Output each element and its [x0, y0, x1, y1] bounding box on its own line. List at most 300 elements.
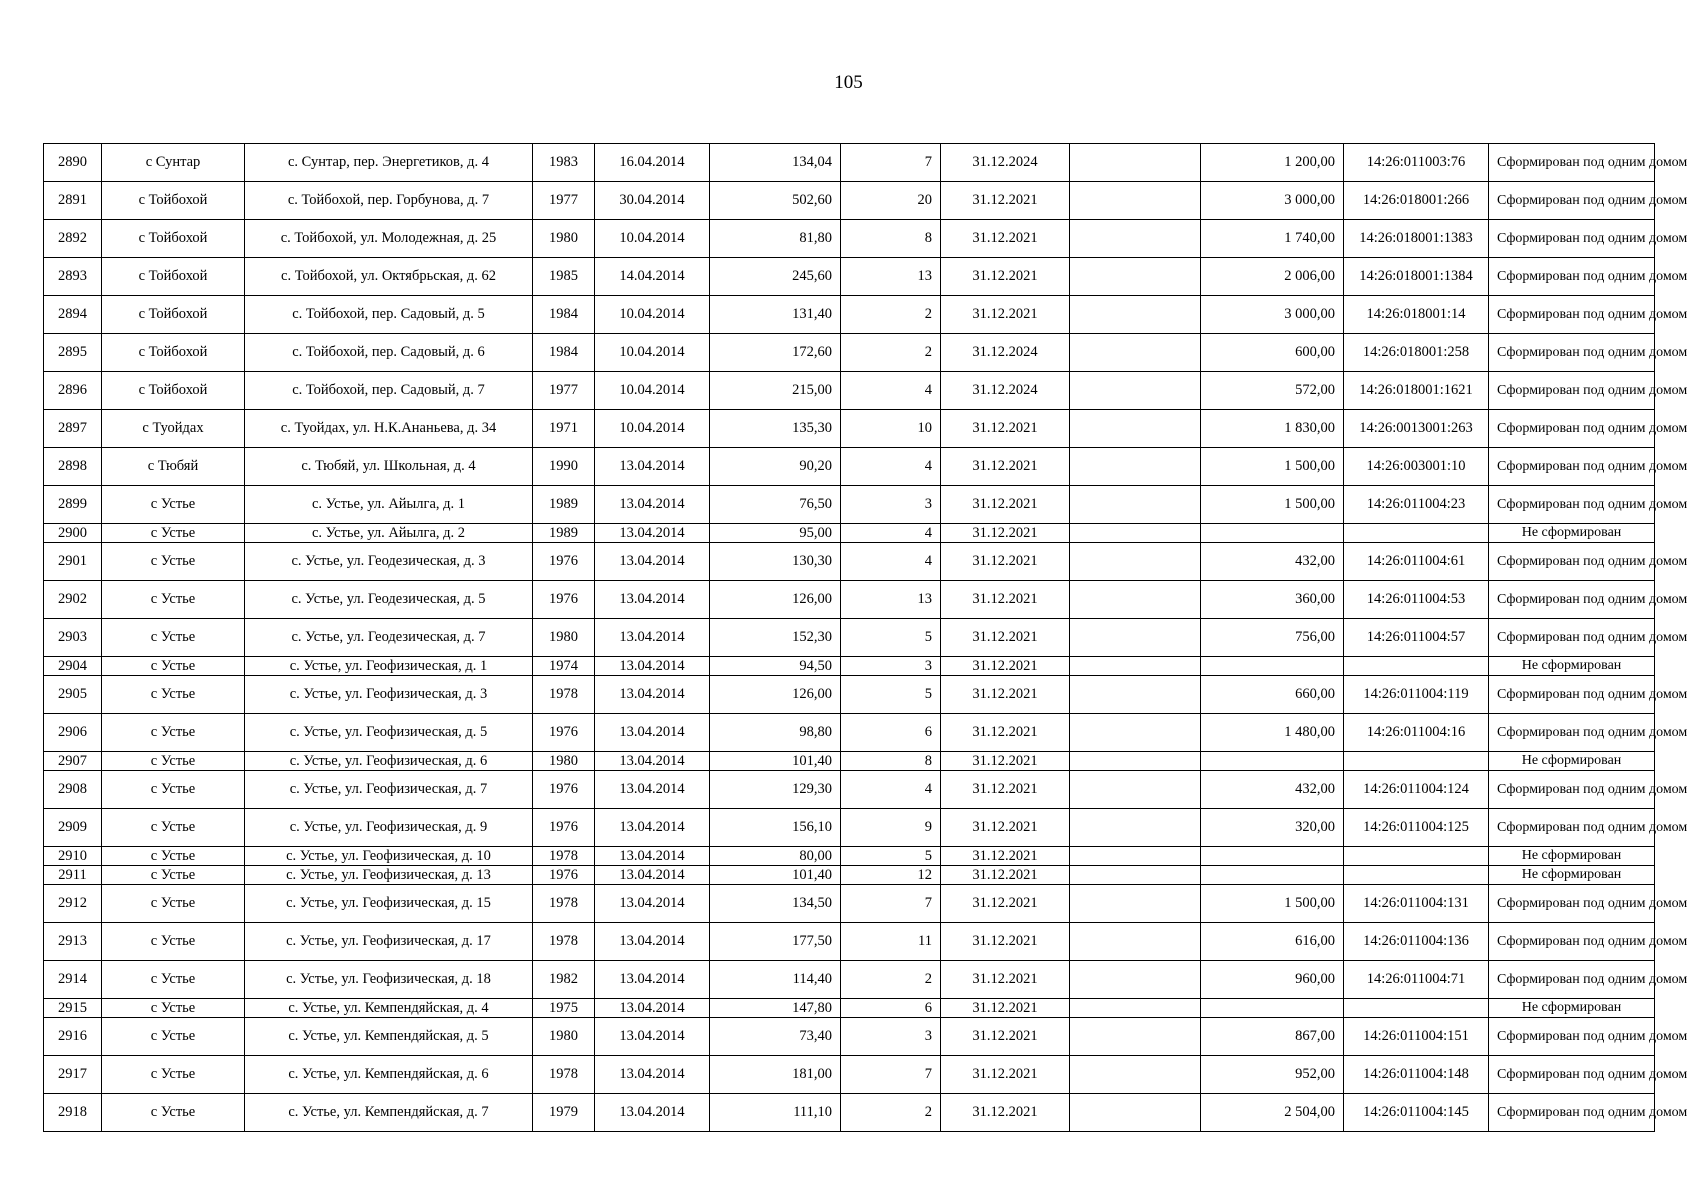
settlement-cell: с Устье	[102, 961, 245, 999]
cadastral-number-cell	[1344, 999, 1489, 1018]
land-area-cell: 432,00	[1201, 543, 1344, 581]
address-cell: с. Устье, ул. Геофизическая, д. 10	[245, 847, 533, 866]
date-cell: 13.04.2014	[595, 524, 710, 543]
empty-cell	[1070, 258, 1201, 296]
table-row	[44, 220, 1655, 258]
empty-cell	[1070, 809, 1201, 847]
row-number-cell: 2912	[44, 885, 102, 923]
empty-cell	[1070, 296, 1201, 334]
count-cell: 6	[841, 999, 941, 1018]
settlement-cell: с Тойбохой	[102, 296, 245, 334]
area-cell: 101,40	[710, 866, 841, 885]
count-cell: 8	[841, 220, 941, 258]
count-cell: 4	[841, 448, 941, 486]
count-cell: 2	[841, 1094, 941, 1132]
settlement-cell: с Устье	[102, 524, 245, 543]
date-cell: 13.04.2014	[595, 752, 710, 771]
settlement-cell: с Тойбохой	[102, 258, 245, 296]
table-row	[44, 676, 1655, 714]
empty-cell	[1070, 885, 1201, 923]
count-cell: 10	[841, 410, 941, 448]
table-row	[44, 296, 1655, 334]
deadline-cell: 31.12.2024	[941, 144, 1070, 182]
deadline-cell: 31.12.2021	[941, 676, 1070, 714]
deadline-cell: 31.12.2021	[941, 619, 1070, 657]
year-cell: 1984	[533, 334, 595, 372]
row-number-cell: 2913	[44, 923, 102, 961]
empty-cell	[1070, 676, 1201, 714]
deadline-cell: 31.12.2021	[941, 1018, 1070, 1056]
table-row	[44, 619, 1655, 657]
address-cell: с. Тойбохой, ул. Молодежная, д. 25	[245, 220, 533, 258]
land-status-cell: Сформирован под одним домом	[1489, 581, 1655, 619]
cadastral-number-cell	[1344, 657, 1489, 676]
area-cell: 81,80	[710, 220, 841, 258]
deadline-cell: 31.12.2021	[941, 220, 1070, 258]
land-area-cell: 360,00	[1201, 581, 1344, 619]
date-cell: 13.04.2014	[595, 1056, 710, 1094]
settlement-cell: с Тойбохой	[102, 220, 245, 258]
count-cell: 5	[841, 847, 941, 866]
date-cell: 13.04.2014	[595, 885, 710, 923]
cadastral-number-cell	[1344, 524, 1489, 543]
count-cell: 2	[841, 961, 941, 999]
address-cell: с. Туойдах, ул. Н.К.Ананьева, д. 34	[245, 410, 533, 448]
settlement-cell: с Устье	[102, 999, 245, 1018]
empty-cell	[1070, 410, 1201, 448]
deadline-cell: 31.12.2021	[941, 410, 1070, 448]
table-row	[44, 372, 1655, 410]
row-number-cell: 2905	[44, 676, 102, 714]
area-cell: 147,80	[710, 999, 841, 1018]
count-cell: 9	[841, 809, 941, 847]
count-cell: 3	[841, 657, 941, 676]
empty-cell	[1070, 144, 1201, 182]
land-area-cell: 572,00	[1201, 372, 1344, 410]
address-cell: с. Устье, ул. Геофизическая, д. 1	[245, 657, 533, 676]
date-cell: 13.04.2014	[595, 619, 710, 657]
count-cell: 13	[841, 581, 941, 619]
land-area-cell: 3 000,00	[1201, 182, 1344, 220]
land-area-cell	[1201, 524, 1344, 543]
address-cell: с. Устье, ул. Геофизическая, д. 5	[245, 714, 533, 752]
row-number-cell: 2914	[44, 961, 102, 999]
count-cell: 5	[841, 619, 941, 657]
deadline-cell: 31.12.2024	[941, 334, 1070, 372]
land-status-cell: Сформирован под одним домом	[1489, 1094, 1655, 1132]
date-cell: 13.04.2014	[595, 961, 710, 999]
table-row	[44, 961, 1655, 999]
land-status-cell: Сформирован под одним домом	[1489, 258, 1655, 296]
row-number-cell: 2916	[44, 1018, 102, 1056]
table-row	[44, 847, 1655, 866]
address-cell: с. Устье, ул. Кемпендяйская, д. 5	[245, 1018, 533, 1056]
cadastral-number-cell: 14:26:018001:1621	[1344, 372, 1489, 410]
row-number-cell: 2897	[44, 410, 102, 448]
land-area-cell: 320,00	[1201, 809, 1344, 847]
table-row	[44, 809, 1655, 847]
page-number: 105	[834, 72, 863, 93]
land-area-cell: 1 740,00	[1201, 220, 1344, 258]
cadastral-number-cell: 14:26:0013001:263	[1344, 410, 1489, 448]
land-status-cell: Сформирован под одним домом	[1489, 486, 1655, 524]
address-cell: с. Устье, ул. Геофизическая, д. 15	[245, 885, 533, 923]
deadline-cell: 31.12.2021	[941, 448, 1070, 486]
land-area-cell	[1201, 752, 1344, 771]
year-cell: 1980	[533, 220, 595, 258]
table-row	[44, 752, 1655, 771]
cadastral-number-cell: 14:26:011004:23	[1344, 486, 1489, 524]
year-cell: 1989	[533, 486, 595, 524]
deadline-cell: 31.12.2021	[941, 752, 1070, 771]
year-cell: 1976	[533, 714, 595, 752]
date-cell: 13.04.2014	[595, 809, 710, 847]
address-cell: с. Устье, ул. Айылга, д. 2	[245, 524, 533, 543]
count-cell: 3	[841, 1018, 941, 1056]
land-status-cell: Сформирован под одним домом	[1489, 448, 1655, 486]
row-number-cell: 2904	[44, 657, 102, 676]
address-cell: с. Устье, ул. Геофизическая, д. 3	[245, 676, 533, 714]
year-cell: 1984	[533, 296, 595, 334]
empty-cell	[1070, 1018, 1201, 1056]
land-status-cell: Не сформирован	[1489, 999, 1655, 1018]
deadline-cell: 31.12.2021	[941, 847, 1070, 866]
table-row	[44, 1018, 1655, 1056]
year-cell: 1985	[533, 258, 595, 296]
date-cell: 10.04.2014	[595, 410, 710, 448]
land-area-cell: 1 830,00	[1201, 410, 1344, 448]
count-cell: 7	[841, 1056, 941, 1094]
cadastral-number-cell: 14:26:011004:136	[1344, 923, 1489, 961]
cadastral-number-cell: 14:26:011004:131	[1344, 885, 1489, 923]
land-status-cell: Сформирован под одним домом	[1489, 1056, 1655, 1094]
empty-cell	[1070, 543, 1201, 581]
empty-cell	[1070, 847, 1201, 866]
settlement-cell: с Сунтар	[102, 144, 245, 182]
table-row	[44, 866, 1655, 885]
count-cell: 2	[841, 334, 941, 372]
land-area-cell: 1 200,00	[1201, 144, 1344, 182]
empty-cell	[1070, 334, 1201, 372]
cadastral-number-cell: 14:26:018001:266	[1344, 182, 1489, 220]
empty-cell	[1070, 752, 1201, 771]
land-status-cell: Сформирован под одним домом	[1489, 619, 1655, 657]
land-area-cell: 1 500,00	[1201, 448, 1344, 486]
address-cell: с. Устье, ул. Геофизическая, д. 13	[245, 866, 533, 885]
year-cell: 1978	[533, 676, 595, 714]
cadastral-number-cell	[1344, 847, 1489, 866]
settlement-cell: с Устье	[102, 543, 245, 581]
count-cell: 20	[841, 182, 941, 220]
row-number-cell: 2901	[44, 543, 102, 581]
date-cell: 13.04.2014	[595, 771, 710, 809]
land-area-cell: 660,00	[1201, 676, 1344, 714]
area-cell: 101,40	[710, 752, 841, 771]
cadastral-number-cell: 14:26:011004:125	[1344, 809, 1489, 847]
deadline-cell: 31.12.2021	[941, 714, 1070, 752]
empty-cell	[1070, 657, 1201, 676]
row-number-cell: 2892	[44, 220, 102, 258]
settlement-cell: с Устье	[102, 1018, 245, 1056]
land-area-cell: 600,00	[1201, 334, 1344, 372]
table-row	[44, 581, 1655, 619]
year-cell: 1977	[533, 372, 595, 410]
area-cell: 152,30	[710, 619, 841, 657]
date-cell: 13.04.2014	[595, 581, 710, 619]
table-row	[44, 657, 1655, 676]
empty-cell	[1070, 1094, 1201, 1132]
land-status-cell: Сформирован под одним домом	[1489, 220, 1655, 258]
row-number-cell: 2906	[44, 714, 102, 752]
cadastral-number-cell: 14:26:011004:145	[1344, 1094, 1489, 1132]
address-cell: с. Устье, ул. Геофизическая, д. 18	[245, 961, 533, 999]
settlement-cell: с Тюбяй	[102, 448, 245, 486]
cadastral-number-cell: 14:26:003001:10	[1344, 448, 1489, 486]
area-cell: 130,30	[710, 543, 841, 581]
area-cell: 502,60	[710, 182, 841, 220]
settlement-cell: с Туойдах	[102, 410, 245, 448]
deadline-cell: 31.12.2021	[941, 296, 1070, 334]
settlement-cell: с Устье	[102, 809, 245, 847]
row-number-cell: 2910	[44, 847, 102, 866]
table-row	[44, 258, 1655, 296]
count-cell: 8	[841, 752, 941, 771]
count-cell: 6	[841, 714, 941, 752]
settlement-cell: с Устье	[102, 752, 245, 771]
empty-cell	[1070, 1056, 1201, 1094]
area-cell: 135,30	[710, 410, 841, 448]
date-cell: 13.04.2014	[595, 676, 710, 714]
cadastral-number-cell	[1344, 866, 1489, 885]
land-area-cell	[1201, 847, 1344, 866]
date-cell: 13.04.2014	[595, 999, 710, 1018]
deadline-cell: 31.12.2021	[941, 923, 1070, 961]
row-number-cell: 2894	[44, 296, 102, 334]
date-cell: 13.04.2014	[595, 657, 710, 676]
year-cell: 1980	[533, 752, 595, 771]
cadastral-number-cell: 14:26:018001:1383	[1344, 220, 1489, 258]
area-cell: 90,20	[710, 448, 841, 486]
settlement-cell: с Устье	[102, 581, 245, 619]
cadastral-number-cell: 14:26:011004:61	[1344, 543, 1489, 581]
year-cell: 1990	[533, 448, 595, 486]
area-cell: 134,50	[710, 885, 841, 923]
area-cell: 172,60	[710, 334, 841, 372]
year-cell: 1978	[533, 1056, 595, 1094]
land-area-cell: 867,00	[1201, 1018, 1344, 1056]
land-status-cell: Не сформирован	[1489, 752, 1655, 771]
date-cell: 13.04.2014	[595, 543, 710, 581]
deadline-cell: 31.12.2021	[941, 486, 1070, 524]
land-area-cell: 1 500,00	[1201, 486, 1344, 524]
deadline-cell: 31.12.2021	[941, 182, 1070, 220]
row-number-cell: 2900	[44, 524, 102, 543]
land-area-cell: 1 500,00	[1201, 885, 1344, 923]
address-cell: с. Тойбохой, пер. Садовый, д. 7	[245, 372, 533, 410]
date-cell: 14.04.2014	[595, 258, 710, 296]
row-number-cell: 2908	[44, 771, 102, 809]
count-cell: 4	[841, 543, 941, 581]
cadastral-number-cell: 14:26:018001:258	[1344, 334, 1489, 372]
date-cell: 16.04.2014	[595, 144, 710, 182]
address-cell: с. Тойбохой, пер. Садовый, д. 6	[245, 334, 533, 372]
deadline-cell: 31.12.2021	[941, 657, 1070, 676]
table-row	[44, 334, 1655, 372]
area-cell: 73,40	[710, 1018, 841, 1056]
empty-cell	[1070, 619, 1201, 657]
year-cell: 1977	[533, 182, 595, 220]
date-cell: 10.04.2014	[595, 372, 710, 410]
row-number-cell: 2909	[44, 809, 102, 847]
row-number-cell: 2915	[44, 999, 102, 1018]
settlement-cell: с Тойбохой	[102, 334, 245, 372]
address-cell: с. Устье, ул. Геофизическая, д. 9	[245, 809, 533, 847]
address-cell: с. Устье, ул. Айылга, д. 1	[245, 486, 533, 524]
cadastral-number-cell: 14:26:011003:76	[1344, 144, 1489, 182]
land-area-cell	[1201, 999, 1344, 1018]
count-cell: 4	[841, 372, 941, 410]
year-cell: 1978	[533, 885, 595, 923]
empty-cell	[1070, 999, 1201, 1018]
area-cell: 98,80	[710, 714, 841, 752]
land-status-cell: Сформирован под одним домом	[1489, 1018, 1655, 1056]
land-area-cell: 1 480,00	[1201, 714, 1344, 752]
cadastral-number-cell: 14:26:011004:53	[1344, 581, 1489, 619]
empty-cell	[1070, 866, 1201, 885]
area-cell: 80,00	[710, 847, 841, 866]
land-status-cell: Сформирован под одним домом	[1489, 923, 1655, 961]
deadline-cell: 31.12.2021	[941, 258, 1070, 296]
land-status-cell: Сформирован под одним домом	[1489, 144, 1655, 182]
land-area-cell: 756,00	[1201, 619, 1344, 657]
area-cell: 126,00	[710, 581, 841, 619]
land-area-cell: 3 000,00	[1201, 296, 1344, 334]
address-cell: с. Тойбохой, пер. Горбунова, д. 7	[245, 182, 533, 220]
row-number-cell: 2902	[44, 581, 102, 619]
year-cell: 1989	[533, 524, 595, 543]
settlement-cell: с Устье	[102, 847, 245, 866]
cadastral-number-cell	[1344, 752, 1489, 771]
empty-cell	[1070, 771, 1201, 809]
year-cell: 1976	[533, 809, 595, 847]
area-cell: 114,40	[710, 961, 841, 999]
cadastral-number-cell: 14:26:011004:57	[1344, 619, 1489, 657]
land-area-cell	[1201, 657, 1344, 676]
deadline-cell: 31.12.2021	[941, 1094, 1070, 1132]
cadastral-number-cell: 14:26:011004:151	[1344, 1018, 1489, 1056]
area-cell: 215,00	[710, 372, 841, 410]
table-row	[44, 885, 1655, 923]
land-area-cell: 960,00	[1201, 961, 1344, 999]
housing-registry-table	[43, 143, 1688, 1132]
count-cell: 2	[841, 296, 941, 334]
row-number-cell: 2918	[44, 1094, 102, 1132]
area-cell: 156,10	[710, 809, 841, 847]
row-number-cell: 2895	[44, 334, 102, 372]
year-cell: 1976	[533, 866, 595, 885]
land-area-cell: 432,00	[1201, 771, 1344, 809]
cadastral-number-cell: 14:26:018001:1384	[1344, 258, 1489, 296]
settlement-cell: с Устье	[102, 923, 245, 961]
land-status-cell: Сформирован под одним домом	[1489, 334, 1655, 372]
year-cell: 1976	[533, 581, 595, 619]
row-number-cell: 2917	[44, 1056, 102, 1094]
row-number-cell: 2899	[44, 486, 102, 524]
area-cell: 111,10	[710, 1094, 841, 1132]
row-number-cell: 2893	[44, 258, 102, 296]
land-area-cell: 952,00	[1201, 1056, 1344, 1094]
date-cell: 13.04.2014	[595, 923, 710, 961]
deadline-cell: 31.12.2021	[941, 581, 1070, 619]
deadline-cell: 31.12.2021	[941, 999, 1070, 1018]
address-cell: с. Устье, ул. Геофизическая, д. 6	[245, 752, 533, 771]
land-status-cell: Сформирован под одним домом	[1489, 676, 1655, 714]
year-cell: 1980	[533, 619, 595, 657]
date-cell: 13.04.2014	[595, 1018, 710, 1056]
date-cell: 10.04.2014	[595, 334, 710, 372]
empty-cell	[1070, 581, 1201, 619]
address-cell: с. Устье, ул. Кемпендяйская, д. 6	[245, 1056, 533, 1094]
area-cell: 126,00	[710, 676, 841, 714]
deadline-cell: 31.12.2021	[941, 961, 1070, 999]
address-cell: с. Тюбяй, ул. Школьная, д. 4	[245, 448, 533, 486]
cadastral-number-cell: 14:26:011004:148	[1344, 1056, 1489, 1094]
table-row	[44, 771, 1655, 809]
empty-cell	[1070, 486, 1201, 524]
land-status-cell: Сформирован под одним домом	[1489, 714, 1655, 752]
area-cell: 94,50	[710, 657, 841, 676]
cadastral-number-cell: 14:26:011004:124	[1344, 771, 1489, 809]
settlement-cell: с Устье	[102, 619, 245, 657]
settlement-cell: с Тойбохой	[102, 182, 245, 220]
deadline-cell: 31.12.2021	[941, 543, 1070, 581]
deadline-cell: 31.12.2021	[941, 524, 1070, 543]
land-status-cell: Сформирован под одним домом	[1489, 809, 1655, 847]
date-cell: 13.04.2014	[595, 1094, 710, 1132]
address-cell: с. Устье, ул. Кемпендяйская, д. 4	[245, 999, 533, 1018]
table-row	[44, 543, 1655, 581]
settlement-cell: с Устье	[102, 657, 245, 676]
address-cell: с. Устье, ул. Геофизическая, д. 7	[245, 771, 533, 809]
date-cell: 13.04.2014	[595, 847, 710, 866]
land-status-cell: Сформирован под одним домом	[1489, 885, 1655, 923]
table-row	[44, 410, 1655, 448]
address-cell: с. Тойбохой, пер. Садовый, д. 5	[245, 296, 533, 334]
land-status-cell: Не сформирован	[1489, 524, 1655, 543]
area-cell: 129,30	[710, 771, 841, 809]
land-area-cell	[1201, 866, 1344, 885]
count-cell: 12	[841, 866, 941, 885]
land-status-cell: Не сформирован	[1489, 847, 1655, 866]
empty-cell	[1070, 524, 1201, 543]
row-number-cell: 2911	[44, 866, 102, 885]
empty-cell	[1070, 923, 1201, 961]
empty-cell	[1070, 372, 1201, 410]
area-cell: 134,04	[710, 144, 841, 182]
row-number-cell: 2907	[44, 752, 102, 771]
deadline-cell: 31.12.2021	[941, 771, 1070, 809]
address-cell: с. Тойбохой, ул. Октябрьская, д. 62	[245, 258, 533, 296]
area-cell: 76,50	[710, 486, 841, 524]
empty-cell	[1070, 448, 1201, 486]
settlement-cell: с Тойбохой	[102, 372, 245, 410]
address-cell: с. Сунтар, пер. Энергетиков, д. 4	[245, 144, 533, 182]
table-row	[44, 1094, 1655, 1132]
row-number-cell: 2898	[44, 448, 102, 486]
area-cell: 131,40	[710, 296, 841, 334]
table-row	[44, 1056, 1655, 1094]
date-cell: 13.04.2014	[595, 866, 710, 885]
